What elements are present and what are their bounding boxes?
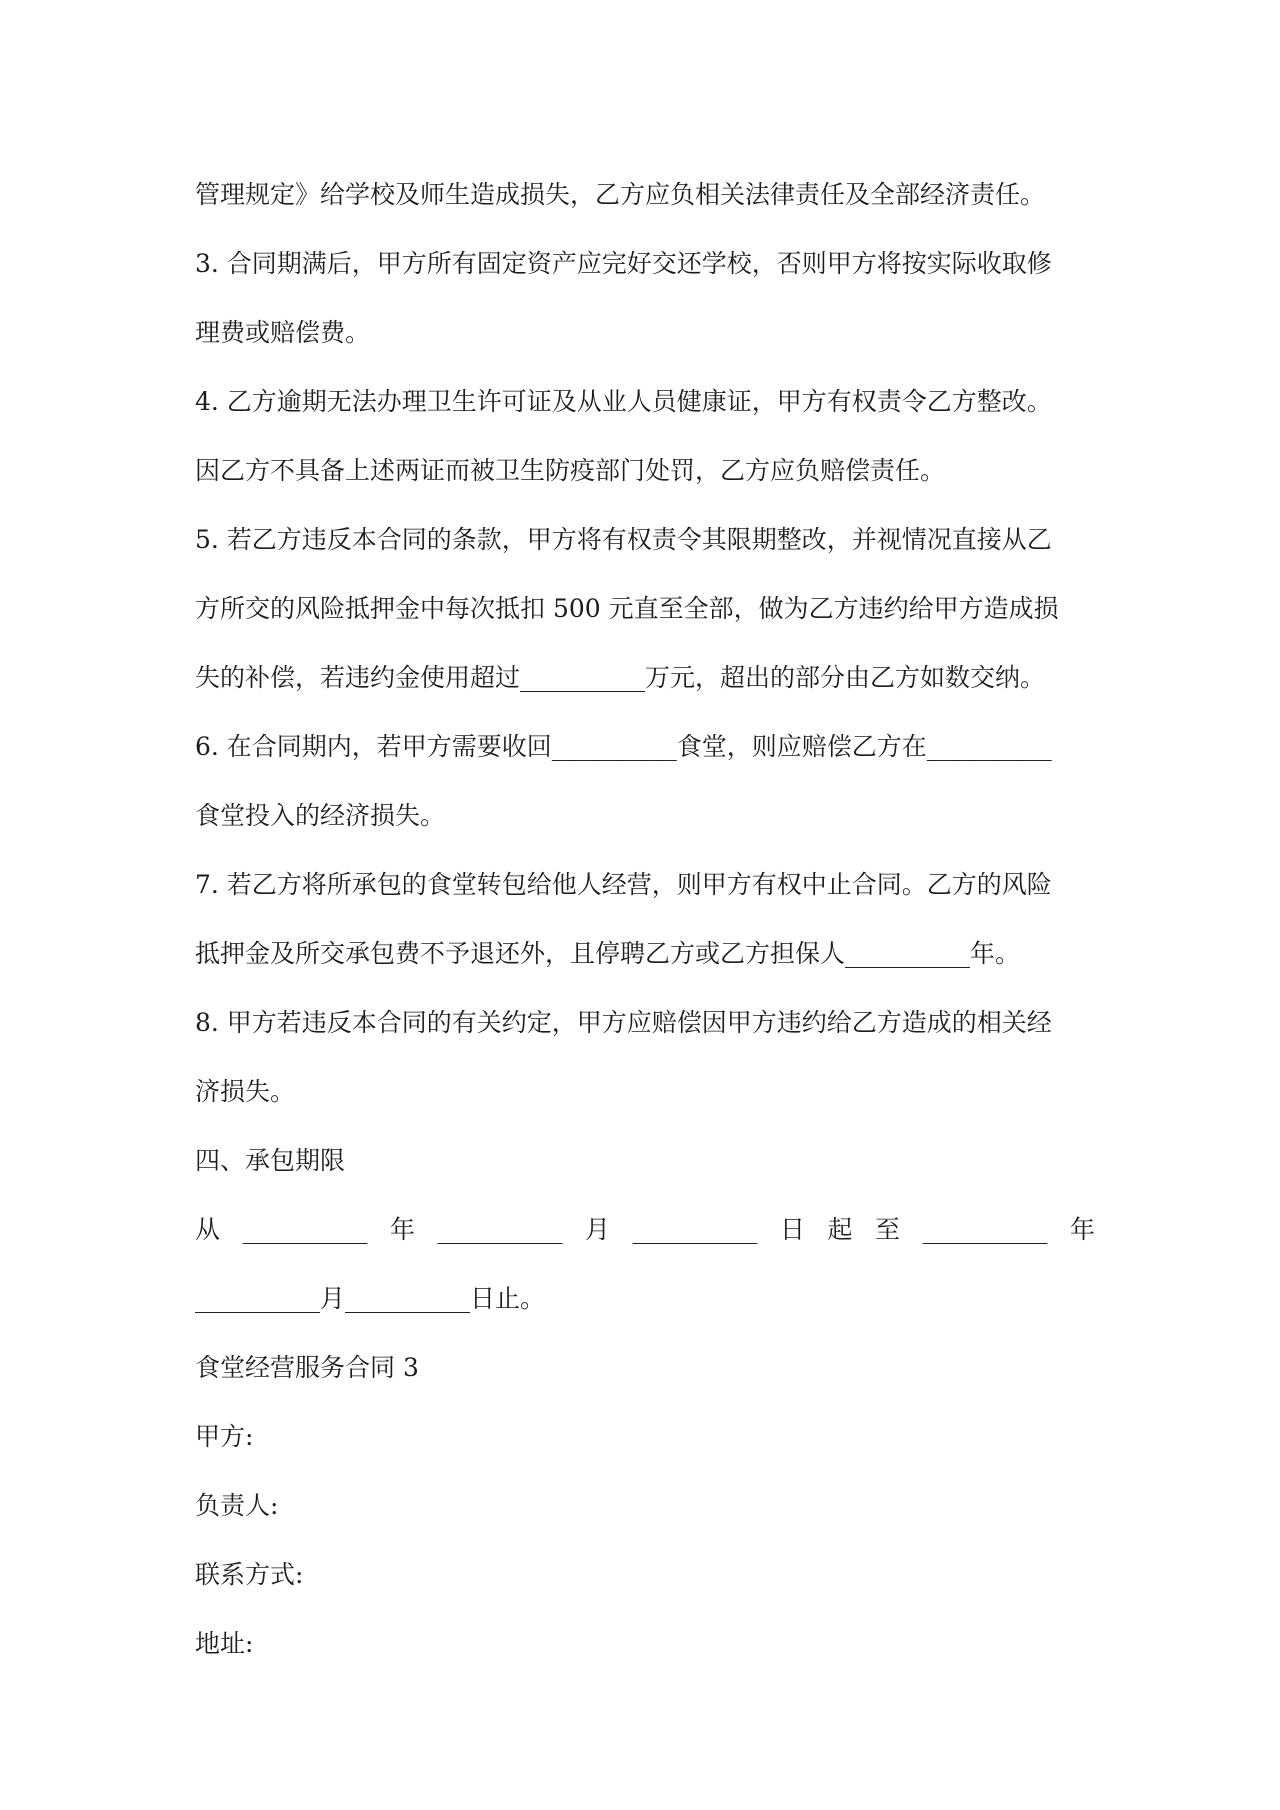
period-blank: __________ (922, 1215, 1048, 1244)
responsible-person-label: 负责人: (195, 1491, 279, 1520)
paragraph-line: 抵押金及所交承包费不予退还外，且停聘乙方或乙方担保人__________年。 (195, 939, 1021, 968)
paragraph-line: 4. 乙方逾期无法办理卫生许可证及从业人员健康证，甲方有权责令乙方整改。 (195, 387, 1052, 416)
paragraph-line: 理费或赔偿费。 (195, 318, 371, 347)
period-token: 日 (779, 1215, 805, 1244)
paragraph-line: 管理规定》给学校及师生造成损失，乙方应负相关法律责任及全部经济责任。 (195, 180, 1046, 209)
contract-period-line (195, 1195, 1095, 1264)
paragraph-line: 因乙方不具备上述两证而被卫生防疫部门处罚，乙方应负赔偿责任。 (195, 456, 946, 485)
contact-label: 联系方式: (195, 1560, 304, 1589)
paragraph-line: 6. 在合同期内，若甲方需要收回__________食堂，则应赔偿乙方在__________ (195, 732, 1052, 761)
paragraph-line: 食堂投入的经济损失。 (195, 801, 446, 830)
period-token: 起 (827, 1215, 853, 1244)
party-a-label: 甲方: (195, 1422, 254, 1451)
paragraph-line: 济损失。 (195, 1077, 296, 1106)
period-blank: __________ (437, 1215, 563, 1244)
period-token: 年 (1069, 1215, 1095, 1244)
period-blank: __________ (632, 1215, 758, 1244)
address-label: 地址: (195, 1629, 254, 1658)
period-end-line: __________月__________日止。 (195, 1284, 546, 1313)
paragraph-line: 5. 若乙方违反本合同的条款，甲方将有权责令其限期整改，并视情况直接从乙 (195, 525, 1052, 554)
paragraph-line: 失的补偿，若违约金使用超过__________万元，超出的部分由乙方如数交纳。 (195, 663, 1046, 692)
section-heading: 四、承包期限 (195, 1146, 346, 1175)
paragraph-line: 8. 甲方若违反本合同的有关约定，甲方应赔偿因甲方违约给乙方造成的相关经 (195, 1008, 1052, 1037)
paragraph-line: 方所交的风险抵押金中每次抵扣 500 元直至全部，做为乙方违约给甲方造成损 (195, 594, 1059, 623)
period-token: 年 (389, 1215, 415, 1244)
period-token: 从 (195, 1215, 221, 1244)
period-token: 月 (584, 1215, 610, 1244)
period-token: 至 (874, 1215, 900, 1244)
contract-title: 食堂经营服务合同 3 (195, 1353, 419, 1382)
paragraph-line: 7. 若乙方将所承包的食堂转包给他人经营，则甲方有权中止合同。乙方的风险 (195, 870, 1052, 899)
document-body (195, 160, 1095, 1678)
paragraph-line: 3. 合同期满后，甲方所有固定资产应完好交还学校，否则甲方将按实际收取修 (195, 249, 1052, 278)
period-blank: __________ (242, 1215, 368, 1244)
